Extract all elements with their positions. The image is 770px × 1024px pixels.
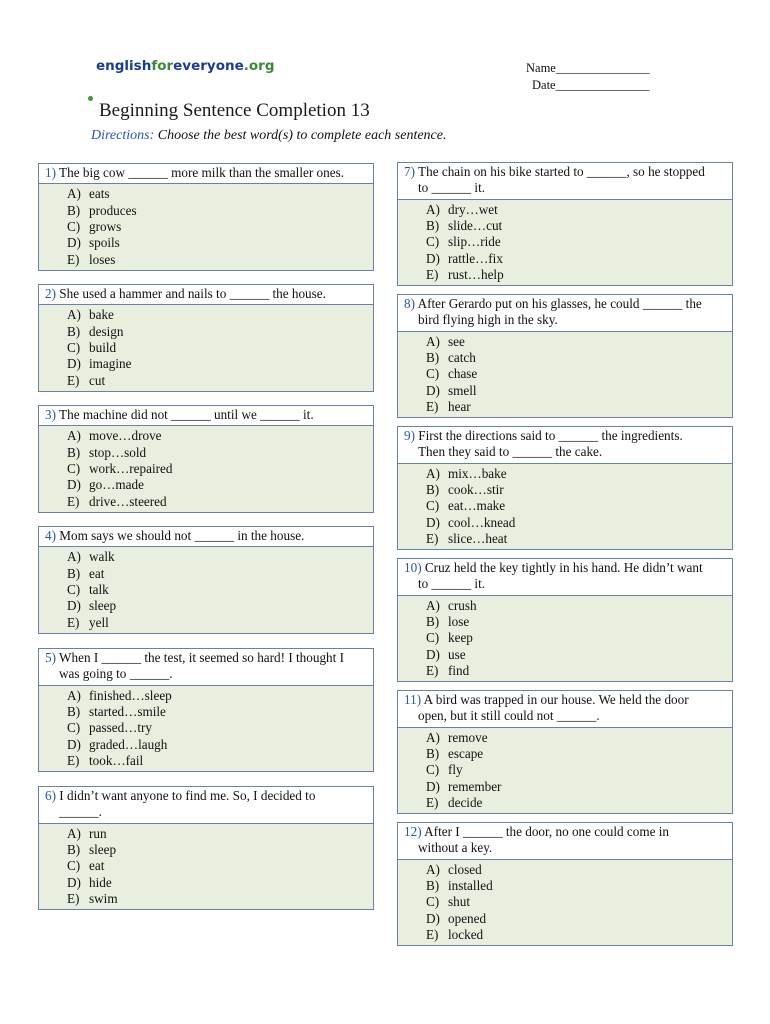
option-c[interactable] xyxy=(426,762,732,778)
option-c[interactable] xyxy=(67,720,373,736)
option-text: swim xyxy=(89,891,118,906)
option-text: lose xyxy=(448,614,470,630)
directions-label: Directions: xyxy=(91,128,155,143)
question-text: I didn’t want anyone to find me. So, I decided to xyxy=(56,788,316,803)
option-letter: D) xyxy=(426,250,440,266)
option-a[interactable] xyxy=(426,862,732,878)
option-letter: C) xyxy=(67,582,81,597)
question-10 xyxy=(397,558,733,682)
option-d[interactable] xyxy=(67,598,373,614)
option-letter: C) xyxy=(426,630,440,646)
option-text: find xyxy=(448,663,470,678)
option-a[interactable] xyxy=(426,598,732,614)
option-text: use xyxy=(448,646,466,662)
option-text: work…repaired xyxy=(89,461,173,476)
option-letter: E) xyxy=(67,614,80,630)
option-d[interactable] xyxy=(426,911,732,927)
option-d[interactable] xyxy=(426,647,732,663)
logo-part-everyone: everyone xyxy=(173,58,244,74)
question-number: 1) xyxy=(45,165,56,180)
question-number: 10) xyxy=(404,560,422,575)
question-text-line2: bird flying high in the sky. xyxy=(418,312,558,328)
question-stem xyxy=(39,649,373,686)
option-e[interactable] xyxy=(67,494,373,510)
question-text: Mom says we should not ______ in the house. xyxy=(56,528,305,543)
directions-text: Choose the best word(s) to complete each sentence. xyxy=(154,128,447,143)
options-list xyxy=(39,547,373,632)
option-letter: E) xyxy=(67,372,80,388)
question-text: Cruz held the key tightly in his hand. He didn’t want xyxy=(421,560,703,575)
question-number: 8) xyxy=(404,296,415,311)
question-stem xyxy=(39,164,373,184)
options-list xyxy=(39,686,373,771)
option-letter: B) xyxy=(426,878,440,894)
option-text: see xyxy=(448,333,465,349)
question-text-line2: was going to ______. xyxy=(59,666,173,682)
option-letter: D) xyxy=(426,778,440,794)
options-list xyxy=(398,332,732,417)
option-text: sleep xyxy=(89,598,117,614)
question-number: 3) xyxy=(45,407,56,422)
option-letter: A) xyxy=(67,825,81,841)
option-text: catch xyxy=(448,350,476,366)
option-letter: E) xyxy=(426,267,439,282)
option-letter: E) xyxy=(426,399,439,414)
option-letter: B) xyxy=(67,565,81,581)
question-stem xyxy=(398,691,732,728)
option-e[interactable] xyxy=(67,252,373,268)
option-text: hear xyxy=(448,399,471,414)
option-a[interactable] xyxy=(67,688,373,704)
question-stem xyxy=(39,787,373,824)
option-letter: D) xyxy=(426,910,440,926)
option-b[interactable] xyxy=(426,614,732,630)
option-letter: B) xyxy=(426,482,440,498)
option-letter: B) xyxy=(426,350,440,366)
option-d[interactable] xyxy=(426,383,732,399)
site-logo xyxy=(96,58,275,74)
option-text: opened xyxy=(448,910,487,926)
option-letter: A) xyxy=(426,597,440,613)
option-letter: E) xyxy=(67,753,80,768)
logo-part-english: english xyxy=(96,58,152,74)
question-7 xyxy=(397,162,733,286)
option-text: eat…make xyxy=(448,498,506,514)
options-list xyxy=(398,728,732,813)
question-text: A bird was trapped in our house. We held the door xyxy=(421,692,689,707)
option-c[interactable] xyxy=(67,461,373,477)
option-letter: A) xyxy=(67,428,81,444)
option-b[interactable] xyxy=(426,482,732,498)
option-letter: C) xyxy=(426,234,440,250)
option-b[interactable] xyxy=(426,350,732,366)
name-line: Name_______________ xyxy=(526,61,650,75)
option-d[interactable] xyxy=(67,477,373,493)
question-stem xyxy=(398,427,732,464)
option-d[interactable] xyxy=(426,251,732,267)
option-text: design xyxy=(89,323,124,339)
options-list xyxy=(398,200,732,285)
option-b[interactable] xyxy=(67,203,373,219)
option-text: closed xyxy=(448,861,482,877)
logo-part-for: for xyxy=(151,58,174,74)
option-text: decide xyxy=(448,795,483,810)
option-text: eat xyxy=(89,858,105,874)
question-number: 12) xyxy=(404,824,422,839)
question-number: 2) xyxy=(45,286,56,301)
option-letter: C) xyxy=(67,461,81,476)
question-number: 4) xyxy=(45,528,56,543)
option-e[interactable] xyxy=(426,927,732,943)
option-letter: A) xyxy=(426,729,440,745)
option-text: finished…sleep xyxy=(89,687,172,703)
option-letter: A) xyxy=(67,687,81,703)
option-c[interactable] xyxy=(67,219,373,235)
option-text: keep xyxy=(448,630,473,646)
question-number: 7) xyxy=(404,164,415,179)
option-c[interactable] xyxy=(426,630,732,646)
question-stem xyxy=(398,295,732,332)
option-letter: E) xyxy=(67,493,80,509)
title-bullet-icon xyxy=(88,96,93,101)
option-text: eat xyxy=(89,565,105,581)
option-text: mix…bake xyxy=(448,465,507,481)
question-5 xyxy=(38,648,374,772)
question-4 xyxy=(38,526,374,634)
option-letter: D) xyxy=(426,514,440,530)
option-letter: A) xyxy=(426,333,440,349)
option-text: passed…try xyxy=(89,720,152,736)
option-letter: D) xyxy=(67,235,81,251)
question-text-line2: ______. xyxy=(59,804,102,820)
option-letter: D) xyxy=(67,598,81,614)
option-letter: C) xyxy=(426,498,440,514)
option-letter: C) xyxy=(67,720,81,736)
option-b[interactable] xyxy=(426,218,732,234)
option-b[interactable] xyxy=(67,842,373,858)
option-b[interactable] xyxy=(67,704,373,720)
option-a[interactable] xyxy=(67,549,373,565)
option-text: cool…knead xyxy=(448,514,516,530)
option-letter: D) xyxy=(67,874,81,890)
question-stem xyxy=(398,823,732,860)
option-a[interactable] xyxy=(67,826,373,842)
question-stem xyxy=(398,163,732,200)
option-letter: E) xyxy=(426,927,439,942)
option-text: chase xyxy=(448,366,478,382)
option-text: rust…help xyxy=(448,267,504,282)
option-text: locked xyxy=(448,927,484,942)
question-6 xyxy=(38,786,374,910)
option-c[interactable] xyxy=(426,894,732,910)
option-d[interactable] xyxy=(67,235,373,251)
option-e[interactable] xyxy=(67,615,373,631)
page-title: Beginning Sentence Completion 13 xyxy=(99,100,370,121)
option-letter: C) xyxy=(67,340,81,355)
option-d[interactable] xyxy=(67,356,373,372)
question-11 xyxy=(397,690,733,814)
question-text: First the directions said to ______ the ingredients. xyxy=(415,428,683,443)
question-number: 11) xyxy=(404,692,422,707)
option-text: slice…heat xyxy=(448,531,508,546)
option-c[interactable] xyxy=(426,366,732,382)
option-letter: B) xyxy=(67,704,81,720)
options-list xyxy=(39,426,373,511)
option-a[interactable] xyxy=(67,186,373,202)
option-letter: A) xyxy=(426,861,440,877)
option-text: shut xyxy=(448,894,470,910)
question-8 xyxy=(397,294,733,418)
question-stem xyxy=(39,406,373,426)
option-letter: B) xyxy=(426,746,440,762)
option-c[interactable] xyxy=(426,498,732,514)
option-letter: A) xyxy=(426,465,440,481)
option-text: run xyxy=(89,825,107,841)
option-c[interactable] xyxy=(426,234,732,250)
question-text: The big cow ______ more milk than the smaller ones. xyxy=(56,165,344,180)
option-letter: B) xyxy=(67,444,81,460)
option-b[interactable] xyxy=(67,324,373,340)
question-1 xyxy=(38,163,374,271)
option-letter: E) xyxy=(67,891,80,906)
option-text: loses xyxy=(89,251,116,267)
question-9 xyxy=(397,426,733,550)
option-e[interactable] xyxy=(426,399,732,415)
option-e[interactable] xyxy=(426,531,732,547)
question-12 xyxy=(397,822,733,946)
options-list xyxy=(39,305,373,390)
option-e[interactable] xyxy=(426,267,732,283)
option-letter: A) xyxy=(67,307,81,323)
question-stem xyxy=(39,527,373,547)
option-d[interactable] xyxy=(426,779,732,795)
option-letter: D) xyxy=(426,646,440,662)
option-letter: E) xyxy=(67,251,80,267)
option-a[interactable] xyxy=(67,428,373,444)
option-letter: A) xyxy=(426,201,440,217)
option-d[interactable] xyxy=(67,875,373,891)
option-letter: D) xyxy=(67,477,81,493)
option-d[interactable] xyxy=(67,737,373,753)
question-text: After I ______ the door, no one could come in xyxy=(421,824,670,839)
question-text: The chain on his bike started to ______, so he stopped xyxy=(415,164,705,179)
option-d[interactable] xyxy=(426,515,732,531)
option-letter: C) xyxy=(426,894,440,910)
option-a[interactable] xyxy=(426,466,732,482)
option-letter: C) xyxy=(426,366,440,382)
options-list xyxy=(398,596,732,681)
question-text-line2: without a key. xyxy=(418,840,493,856)
option-text: smell xyxy=(448,382,477,398)
option-text: produces xyxy=(89,202,137,218)
option-letter: D) xyxy=(67,736,81,752)
question-number: 9) xyxy=(404,428,415,443)
option-e[interactable] xyxy=(67,891,373,907)
option-letter: B) xyxy=(426,614,440,630)
option-a[interactable] xyxy=(426,334,732,350)
question-number: 5) xyxy=(45,650,56,665)
question-text: The machine did not ______ until we ______ it. xyxy=(56,407,314,422)
question-number: 6) xyxy=(45,788,56,803)
question-text-line2: to ______ it. xyxy=(418,180,486,196)
options-list xyxy=(398,860,732,945)
option-text: crush xyxy=(448,597,477,613)
option-b[interactable] xyxy=(67,445,373,461)
option-text: cook…stir xyxy=(448,482,504,498)
option-letter: C) xyxy=(67,858,81,874)
option-text: dry…wet xyxy=(448,201,498,217)
question-text: After Gerardo put on his glasses, he could ______ the xyxy=(415,296,702,311)
option-text: fly xyxy=(448,762,463,778)
options-list xyxy=(39,824,373,909)
option-letter: D) xyxy=(426,382,440,398)
option-letter: B) xyxy=(67,202,81,218)
option-text: build xyxy=(89,340,117,355)
option-text: remember xyxy=(448,778,502,794)
option-text: yell xyxy=(89,614,109,630)
option-text: slip…ride xyxy=(448,234,501,250)
option-letter: B) xyxy=(67,323,81,339)
option-text: sleep xyxy=(89,842,117,858)
options-list xyxy=(39,184,373,269)
option-b[interactable] xyxy=(426,878,732,894)
option-letter: A) xyxy=(67,186,81,202)
option-text: escape xyxy=(448,746,484,762)
option-text: move…drove xyxy=(89,428,162,444)
option-text: started…smile xyxy=(89,704,166,720)
option-a[interactable] xyxy=(67,307,373,323)
option-text: walk xyxy=(89,549,115,565)
option-letter: B) xyxy=(67,842,81,858)
question-text: She used a hammer and nails to ______ the house. xyxy=(56,286,326,301)
question-3 xyxy=(38,405,374,513)
option-b[interactable] xyxy=(426,746,732,762)
option-text: installed xyxy=(448,878,493,894)
option-text: stop…sold xyxy=(89,444,147,460)
options-list xyxy=(398,464,732,549)
option-c[interactable] xyxy=(67,340,373,356)
option-text: rattle…fix xyxy=(448,250,503,266)
option-e[interactable] xyxy=(67,753,373,769)
option-text: imagine xyxy=(89,356,132,372)
option-text: remove xyxy=(448,729,488,745)
option-c[interactable] xyxy=(67,858,373,874)
option-letter: B) xyxy=(426,218,440,234)
option-text: hide xyxy=(89,874,112,890)
option-text: cut xyxy=(89,372,106,388)
directions xyxy=(91,128,447,144)
option-text: talk xyxy=(89,582,109,597)
option-c[interactable] xyxy=(67,582,373,598)
option-text: drive…steered xyxy=(89,493,167,509)
option-text: graded…laugh xyxy=(89,736,168,752)
question-stem xyxy=(398,559,732,596)
option-text: grows xyxy=(89,219,122,234)
option-text: bake xyxy=(89,307,114,323)
option-text: go…made xyxy=(89,477,144,493)
option-letter: C) xyxy=(426,762,440,778)
question-2 xyxy=(38,284,374,392)
option-letter: E) xyxy=(426,663,439,678)
question-stem xyxy=(39,285,373,305)
question-text: When I ______ the test, it seemed so hard! I thought I xyxy=(56,650,344,665)
option-letter: E) xyxy=(426,795,439,810)
date-line: Date_______________ xyxy=(532,78,650,92)
option-letter: D) xyxy=(67,356,81,372)
option-text: spoils xyxy=(89,235,120,251)
question-text-line2: open, but it still could not ______. xyxy=(418,708,600,724)
question-text-line2: Then they said to ______ the cake. xyxy=(418,444,603,460)
option-b[interactable] xyxy=(67,566,373,582)
option-a[interactable] xyxy=(426,730,732,746)
name-date-block xyxy=(526,60,650,94)
logo-part-org: .org xyxy=(243,58,275,74)
option-text: took…fail xyxy=(89,753,144,768)
option-letter: C) xyxy=(67,219,81,234)
option-letter: E) xyxy=(426,531,439,546)
option-e[interactable] xyxy=(426,663,732,679)
option-a[interactable] xyxy=(426,202,732,218)
question-text-line2: to ______ it. xyxy=(418,576,486,592)
option-text: eats xyxy=(89,186,110,202)
option-text: slide…cut xyxy=(448,218,503,234)
option-letter: A) xyxy=(67,549,81,565)
option-e[interactable] xyxy=(67,373,373,389)
option-e[interactable] xyxy=(426,795,732,811)
